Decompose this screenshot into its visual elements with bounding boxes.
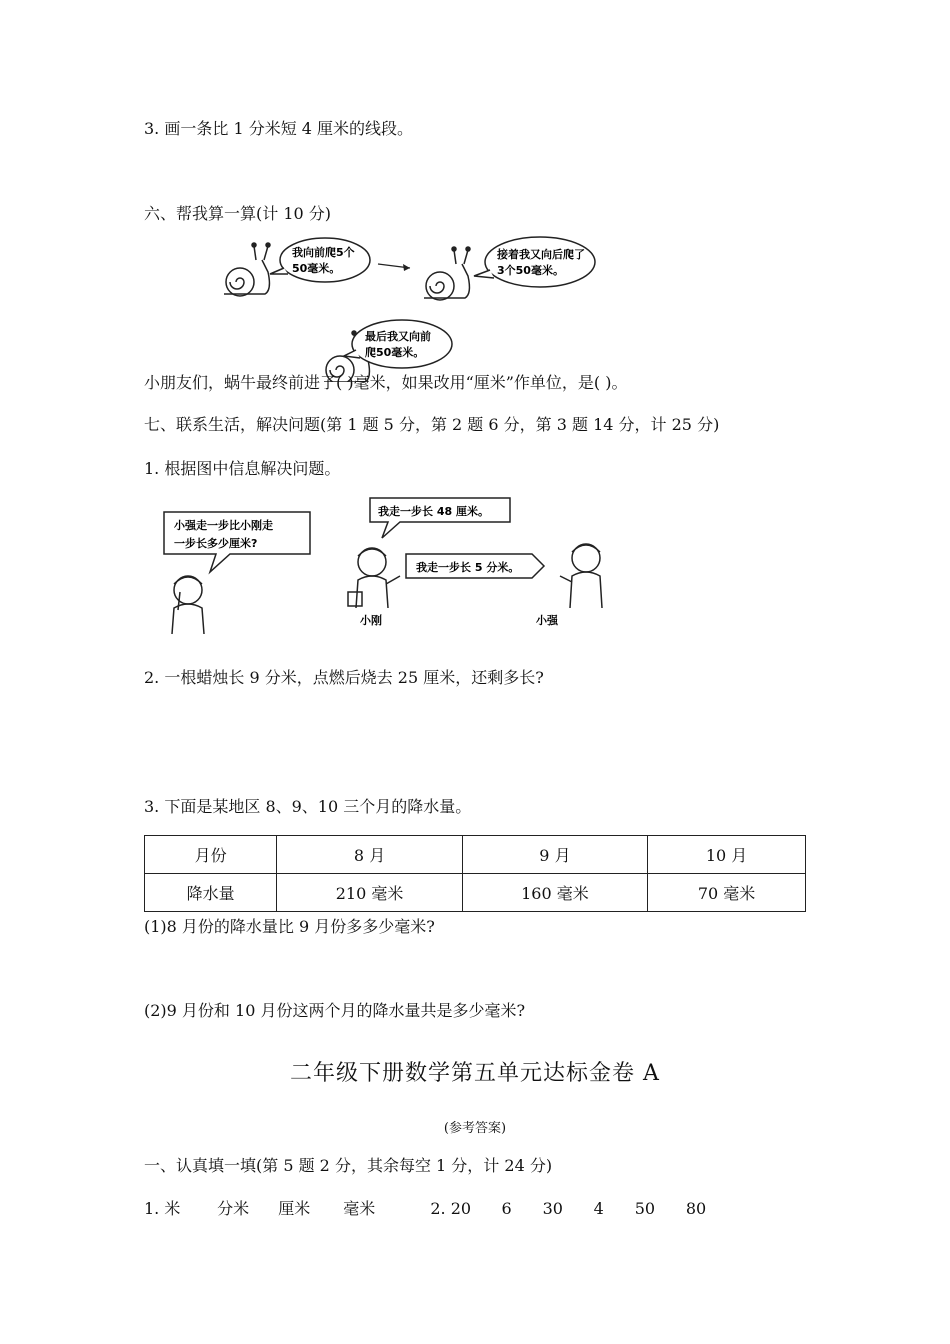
answer-item: 2. 20 xyxy=(430,1199,472,1218)
section-6-heading: 六、帮我算一算(计 10 分) xyxy=(144,204,332,223)
table-cell: 降水量 xyxy=(145,874,277,912)
bubble-2-line-2: 3个50毫米。 xyxy=(497,264,564,277)
table-row xyxy=(145,874,806,912)
answer-item: 厘米 xyxy=(278,1199,311,1218)
question-5-3: 3. 画一条比 1 分米短 4 厘米的线段。 xyxy=(144,119,414,138)
question-7-2: 2. 一根蜡烛长 9 分米，点燃后烧去 25 厘米，还剩多长? xyxy=(144,668,544,687)
top-bubble-text: 我走一步长 48 厘米。 xyxy=(378,505,489,518)
table-cell: 10 月 xyxy=(648,836,806,874)
answer-item: 1. 米 xyxy=(144,1199,181,1218)
table-cell: 160 毫米 xyxy=(462,874,647,912)
table-cell: 70 毫米 xyxy=(648,874,806,912)
name-xiaoqiang: 小强 xyxy=(536,614,558,627)
answer-section-1-heading: 一、认真填一填(第 5 题 2 分，其余每空 1 分，计 24 分) xyxy=(144,1156,553,1175)
child-xiaogang-icon xyxy=(348,548,400,608)
answer-item: 50 xyxy=(634,1199,656,1218)
question-7-1: 1. 根据图中信息解决问题。 xyxy=(144,459,341,478)
answer-item: 分米 xyxy=(217,1199,250,1218)
bubble-1-line-2: 50毫米。 xyxy=(292,262,341,275)
table-row xyxy=(145,836,806,874)
bubble-3-line-2: 爬50毫米。 xyxy=(365,346,425,359)
bubble-2-line-1: 接着我又向后爬了 xyxy=(497,248,585,261)
table-cell: 8 月 xyxy=(277,836,462,874)
speech-bubble xyxy=(280,238,370,282)
answer-item: 80 xyxy=(685,1199,707,1218)
snail-icon xyxy=(224,243,270,296)
table-cell: 210 毫米 xyxy=(277,874,462,912)
speech-bubble xyxy=(370,498,510,538)
snail-icon xyxy=(424,247,470,300)
section-6-question: 小朋友们，蜗牛最终前进了( )毫米，如果改用“厘米”作单位，是( )。 xyxy=(144,373,628,392)
answer-key-subtitle: (参考答案) xyxy=(443,1121,507,1136)
answer-item: 30 xyxy=(542,1199,563,1218)
question-7-3: 3. 下面是某地区 8、9、10 三个月的降水量。 xyxy=(144,797,472,816)
middle-bubble-text: 我走一步长 5 分米。 xyxy=(416,561,520,574)
section-7-heading: 七、联系生活，解决问题(第 1 题 5 分，第 2 题 6 分，第 3 题 14 分，计 25 分) xyxy=(144,415,720,434)
speech-bubble xyxy=(352,320,452,368)
table-cell: 月份 xyxy=(145,836,277,874)
question-7-3-2: (2)9 月份和 10 月份这两个月的降水量共是多少毫米? xyxy=(144,1001,526,1020)
bubble-1-line-1: 我向前爬5个 xyxy=(292,246,355,259)
snail-illustration xyxy=(210,232,610,382)
answer-line-1 xyxy=(144,1199,716,1219)
speech-bubble xyxy=(485,237,595,287)
name-xiaogang: 小刚 xyxy=(360,614,382,627)
rainfall-table xyxy=(144,835,806,912)
question-7-3-1: (1)8 月份的降水量比 9 月份多多少毫米? xyxy=(144,917,435,936)
answer-item: 4 xyxy=(593,1199,604,1218)
answer-item: 6 xyxy=(501,1199,512,1218)
bubble-3-line-1: 最后我又向前 xyxy=(365,330,431,343)
child-xiaoqiang-icon xyxy=(560,544,602,608)
left-bubble-line-2: 一步长多少厘米? xyxy=(174,537,258,550)
children-illustration xyxy=(160,492,630,642)
answer-key-title: 二年级下册数学第五单元达标金卷 A xyxy=(290,1061,660,1086)
answer-item: 毫米 xyxy=(343,1199,376,1218)
child-thinking-icon xyxy=(172,576,204,634)
left-bubble-line-1: 小强走一步比小刚走 xyxy=(174,519,273,532)
table-cell: 9 月 xyxy=(462,836,647,874)
arrow-icon xyxy=(403,264,410,271)
